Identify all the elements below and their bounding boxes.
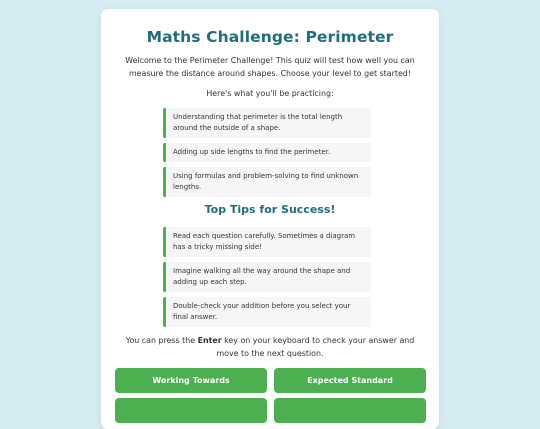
tip-item: Double-check your addition before you select your final answer. <box>163 297 371 327</box>
quiz-card <box>101 9 439 429</box>
tip-item: Imagine walking all the way around the shape and adding up each step. <box>163 262 371 292</box>
practice-item: Using formulas and problem-solving to find unknown lengths. <box>163 167 371 197</box>
level-button-expected-standard[interactable]: Expected Standard <box>274 368 426 393</box>
tips-list <box>163 227 371 327</box>
practice-item: Adding up side lengths to find the perimeter. <box>163 143 371 162</box>
tips-heading: Top Tips for Success! <box>204 203 336 216</box>
level-buttons <box>115 368 425 423</box>
level-button-4[interactable] <box>274 398 426 423</box>
level-button-working-towards[interactable]: Working Towards <box>115 368 267 393</box>
intro-text: Welcome to the Perimeter Challenge! This quiz will test how well you can measure the distance around shapes. Choose your level to get started! <box>125 56 415 78</box>
page-title: Maths Challenge: Perimeter <box>146 28 394 46</box>
enter-note-after: key on your keyboard to check your answer and move to the next question. <box>216 336 415 358</box>
enter-key-note <box>115 335 425 360</box>
enter-note-before: You can press the <box>125 336 198 345</box>
practice-heading: Here's what you'll be practicing: <box>206 89 334 98</box>
enter-key-label: Enter <box>197 336 222 345</box>
level-button-3[interactable] <box>115 398 267 423</box>
practice-list <box>163 108 371 197</box>
tip-item: Read each question carefully. Sometimes a diagram has a tricky missing side! <box>163 227 371 257</box>
practice-item: Understanding that perimeter is the total length around the outside of a shape. <box>163 108 371 138</box>
